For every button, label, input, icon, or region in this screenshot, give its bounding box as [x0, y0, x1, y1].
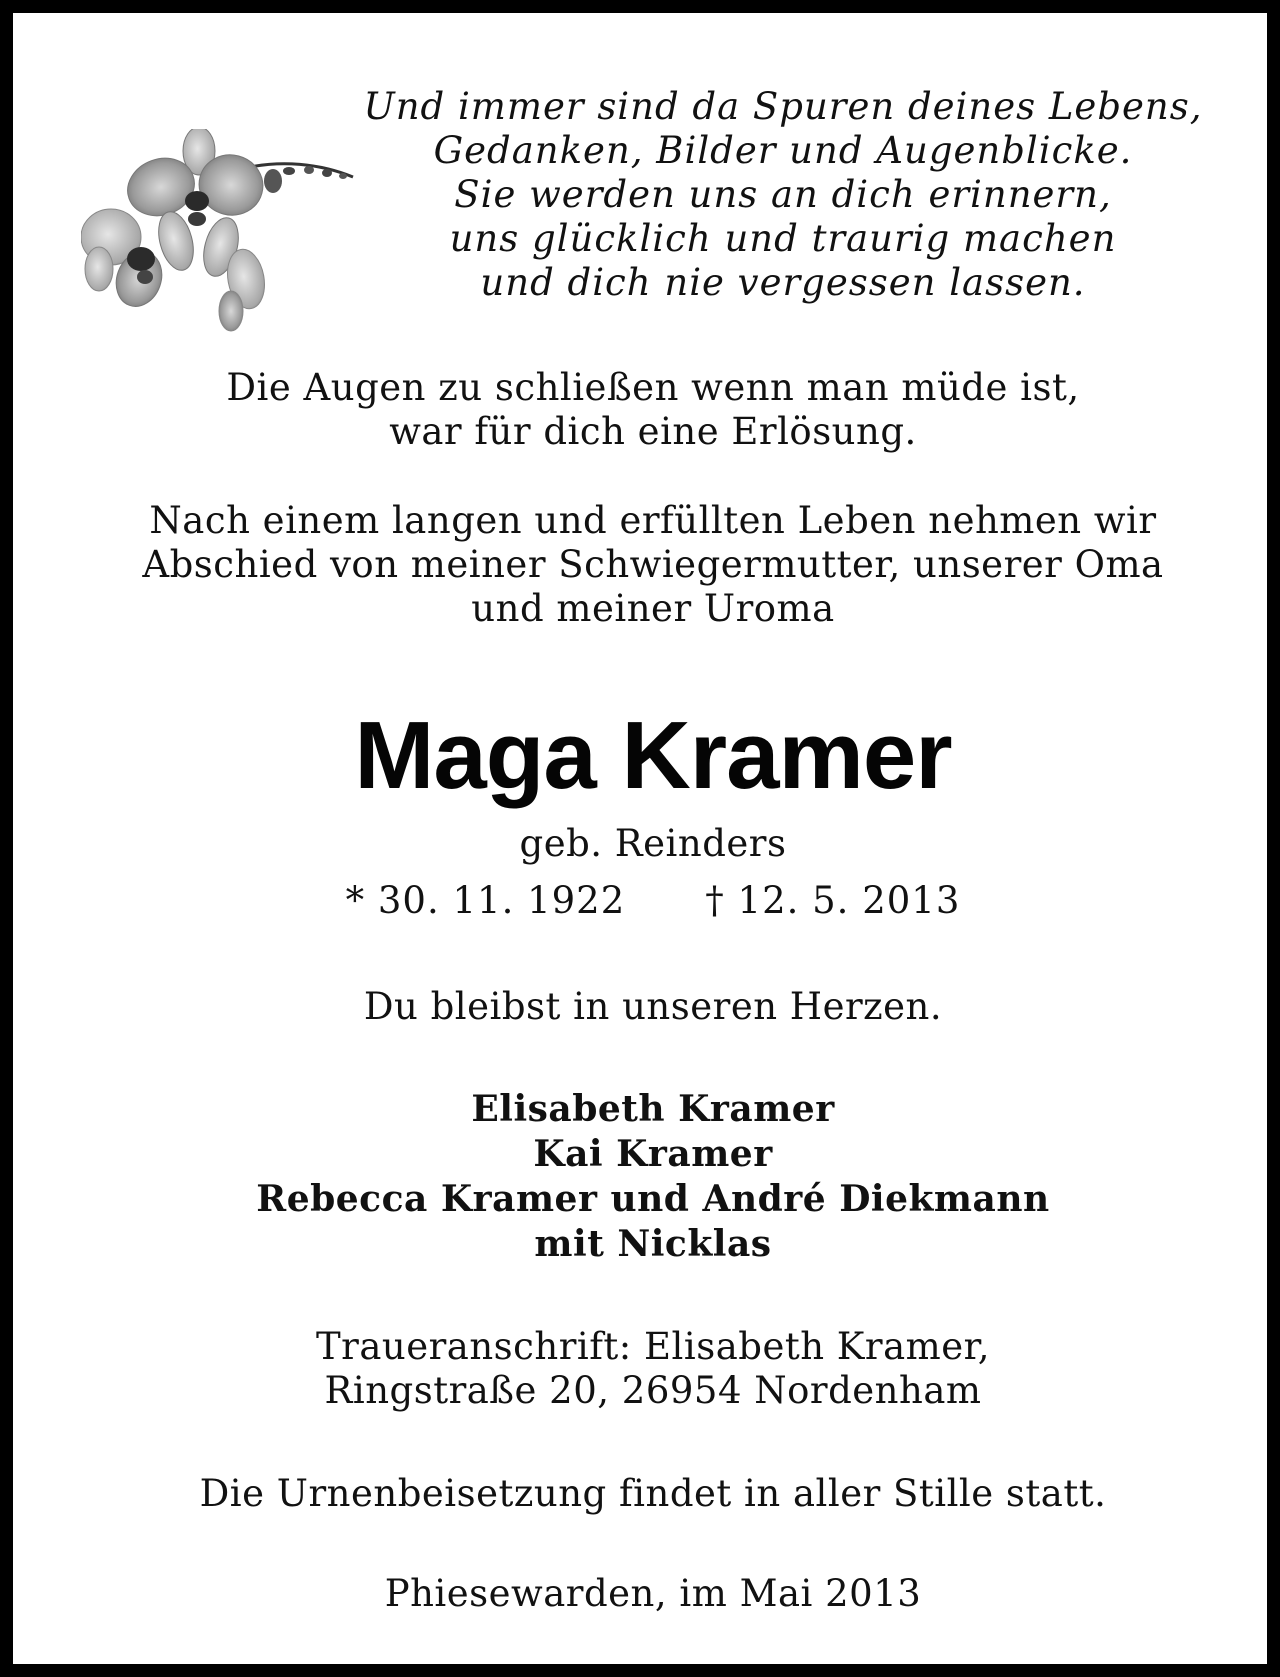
burial-note: Die Urnenbeisetzung findet in aller Stille statt.	[199, 1472, 1107, 1515]
mourners-list	[13, 1087, 1280, 1267]
place-and-date: Phiesewarden, im Mai 2013	[384, 1572, 922, 1615]
mourning-address	[13, 1325, 1280, 1413]
poem-line: Sie werden uns an dich erinnern,	[454, 173, 1112, 216]
intro-line: war für dich eine Erlösung.	[389, 410, 917, 453]
birth-date: * 30. 11. 1922	[345, 879, 626, 922]
announcement-line: und meiner Uroma	[471, 587, 835, 630]
poem-verse	[303, 85, 1263, 305]
deceased-name: Maga Kramer	[354, 702, 952, 809]
announcement-text	[13, 499, 1280, 631]
announcement-line: Nach einem langen und erfüllten Leben nehmen wir	[149, 499, 1157, 542]
mourner-name: Rebecca Kramer und André Diekmann	[256, 1178, 1050, 1220]
intro-text	[13, 366, 1280, 454]
closing-text: Du bleibst in unseren Herzen.	[363, 985, 943, 1028]
poem-line: Gedanken, Bilder und Augenblicke.	[433, 129, 1133, 172]
address-line: Ringstraße 20, 26954 Nordenham	[324, 1369, 982, 1412]
poem-line: und dich nie vergessen lassen.	[480, 261, 1086, 304]
poem-line: uns glücklich und traurig machen	[449, 217, 1117, 260]
life-dates	[13, 879, 1280, 923]
poem-line: Und immer sind da Spuren deines Lebens,	[363, 85, 1203, 128]
intro-line: Die Augen zu schließen wenn man müde ist,	[226, 366, 1080, 409]
death-date: † 12. 5. 2013	[705, 879, 961, 922]
mourner-name: mit Nicklas	[534, 1223, 772, 1265]
mourner-name: Elisabeth Kramer	[471, 1088, 835, 1130]
mourner-name: Kai Kramer	[533, 1133, 773, 1175]
announcement-line: Abschied von meiner Schwiegermutter, unserer Oma	[142, 543, 1164, 586]
address-line: Traueranschrift: Elisabeth Kramer,	[315, 1325, 991, 1368]
birth-name: geb. Reinders	[519, 822, 787, 865]
